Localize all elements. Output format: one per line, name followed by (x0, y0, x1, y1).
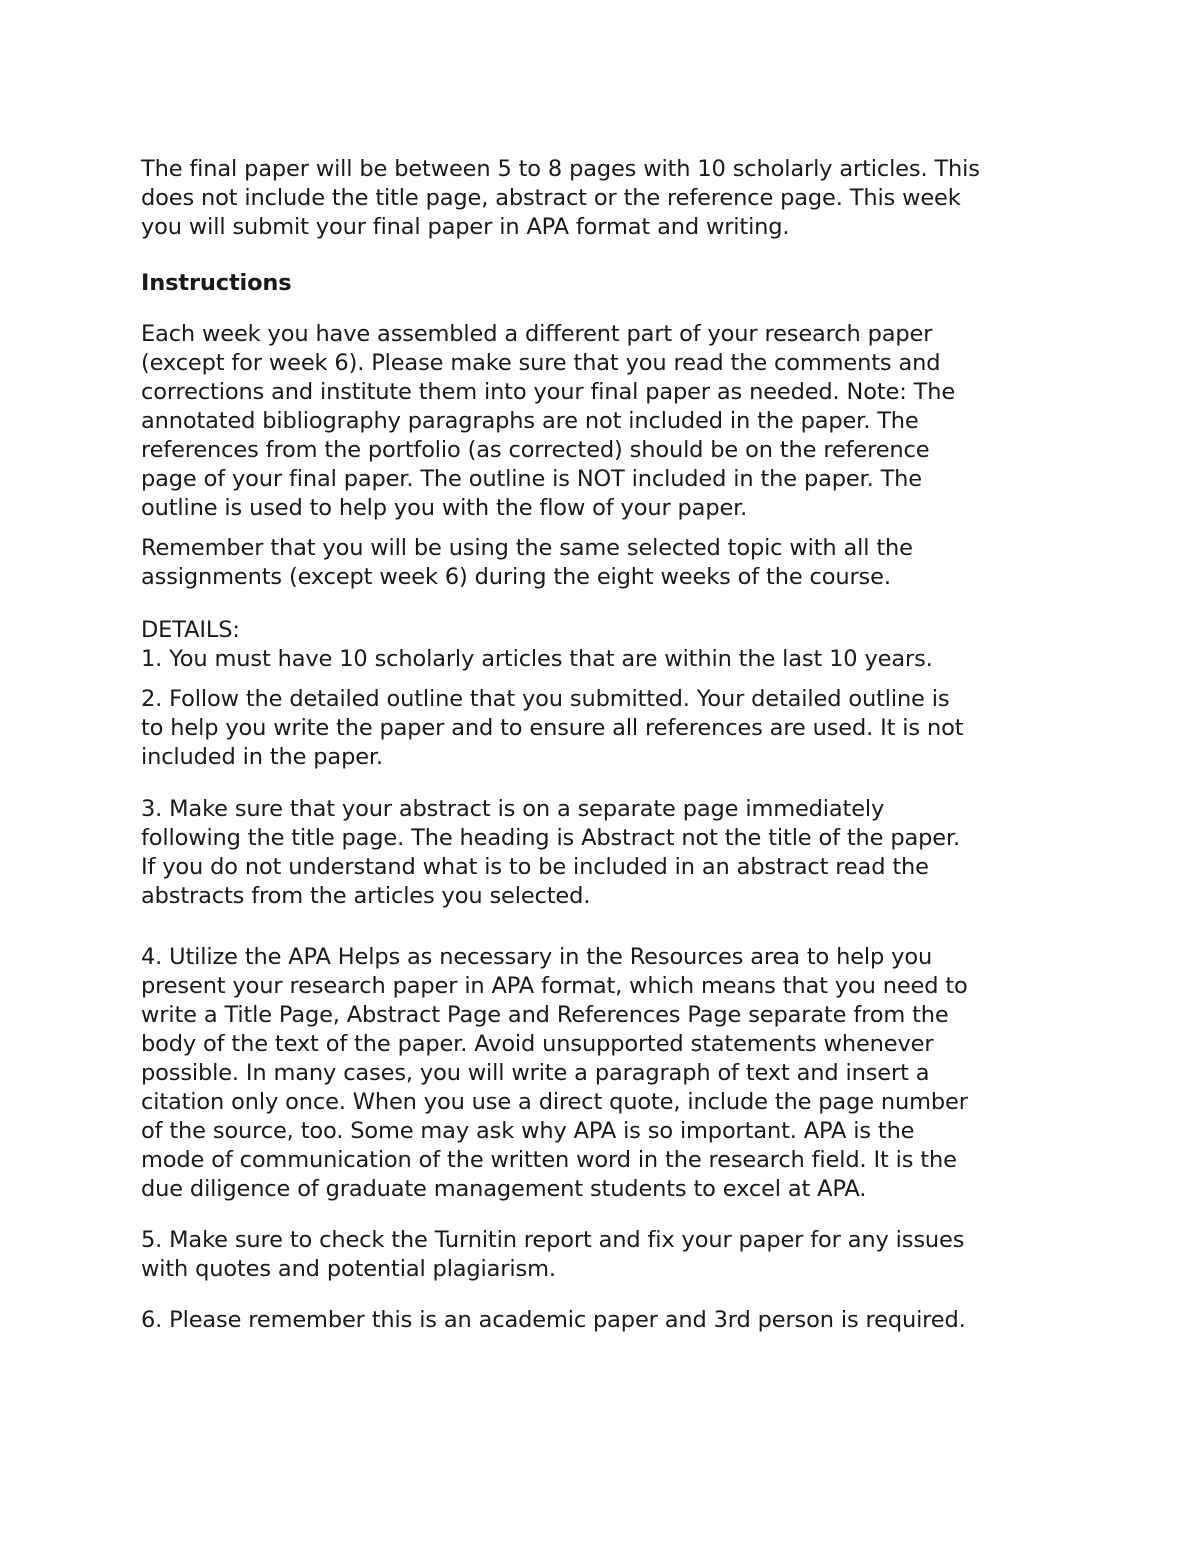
details-label: DETAILS: (141, 617, 240, 643)
instructions-heading: Instructions (141, 270, 292, 296)
instructions-paragraph-2: Remember that you will be using the same selected topic with all the assignments (except week 6) during the eight weeks of the course. (141, 535, 913, 590)
details-item-2: 2. Follow the detailed outline that you submitted. Your detailed outline is to help you write the paper and to ensure all references are used. It is not included in the paper. (141, 686, 964, 770)
instructions-paragraph-1: Each week you have assembled a different part of your research paper (except for week 6). Please make sure that you read the comments and corrections and institute them into your final paper as needed. Note: The annotated bibliography paragraphs are not included in the paper. The references from the portfolio (as corrected) should be on the reference page of your final paper. The outline is NOT included in the paper. The outline is used to help you with the flow of your paper. (141, 321, 956, 521)
details-item-6: 6. Please remember this is an academic paper and 3rd person is required. (141, 1307, 966, 1333)
details-item-3: 3. Make sure that your abstract is on a separate page immediately following the title page. The heading is Abstract not the title of the paper. If you do not understand what is to be included in an abstract read the abstracts from the articles you selected. (141, 796, 960, 909)
intro-paragraph: The final paper will be between 5 to 8 pages with 10 scholarly articles. This does not include the title page, abstract or the reference page. This week you will submit your final paper in APA format and writing. (141, 156, 980, 240)
details-item-4: 4. Utilize the APA Helps as necessary in the Resources area to help you present your research paper in APA format, which means that you need to write a Title Page, Abstract Page and References Page separate from the body of the text of the paper. Avoid unsupported statements whenever possible. In many cases, you will write a paragraph of text and insert a citation only once. When you use a direct quote, include the page number of the source, too. Some may ask why APA is so important. APA is the mode of communication of the written word in the research field. It is the due diligence of graduate management students to excel at APA. (141, 944, 968, 1202)
details-item-5: 5. Make sure to check the Turnitin report and fix your paper for any issues with quotes and potential plagiarism. (141, 1227, 965, 1282)
document-body (141, 155, 1061, 1335)
details-item-1: 1. You must have 10 scholarly articles that are within the last 10 years. (141, 646, 933, 672)
